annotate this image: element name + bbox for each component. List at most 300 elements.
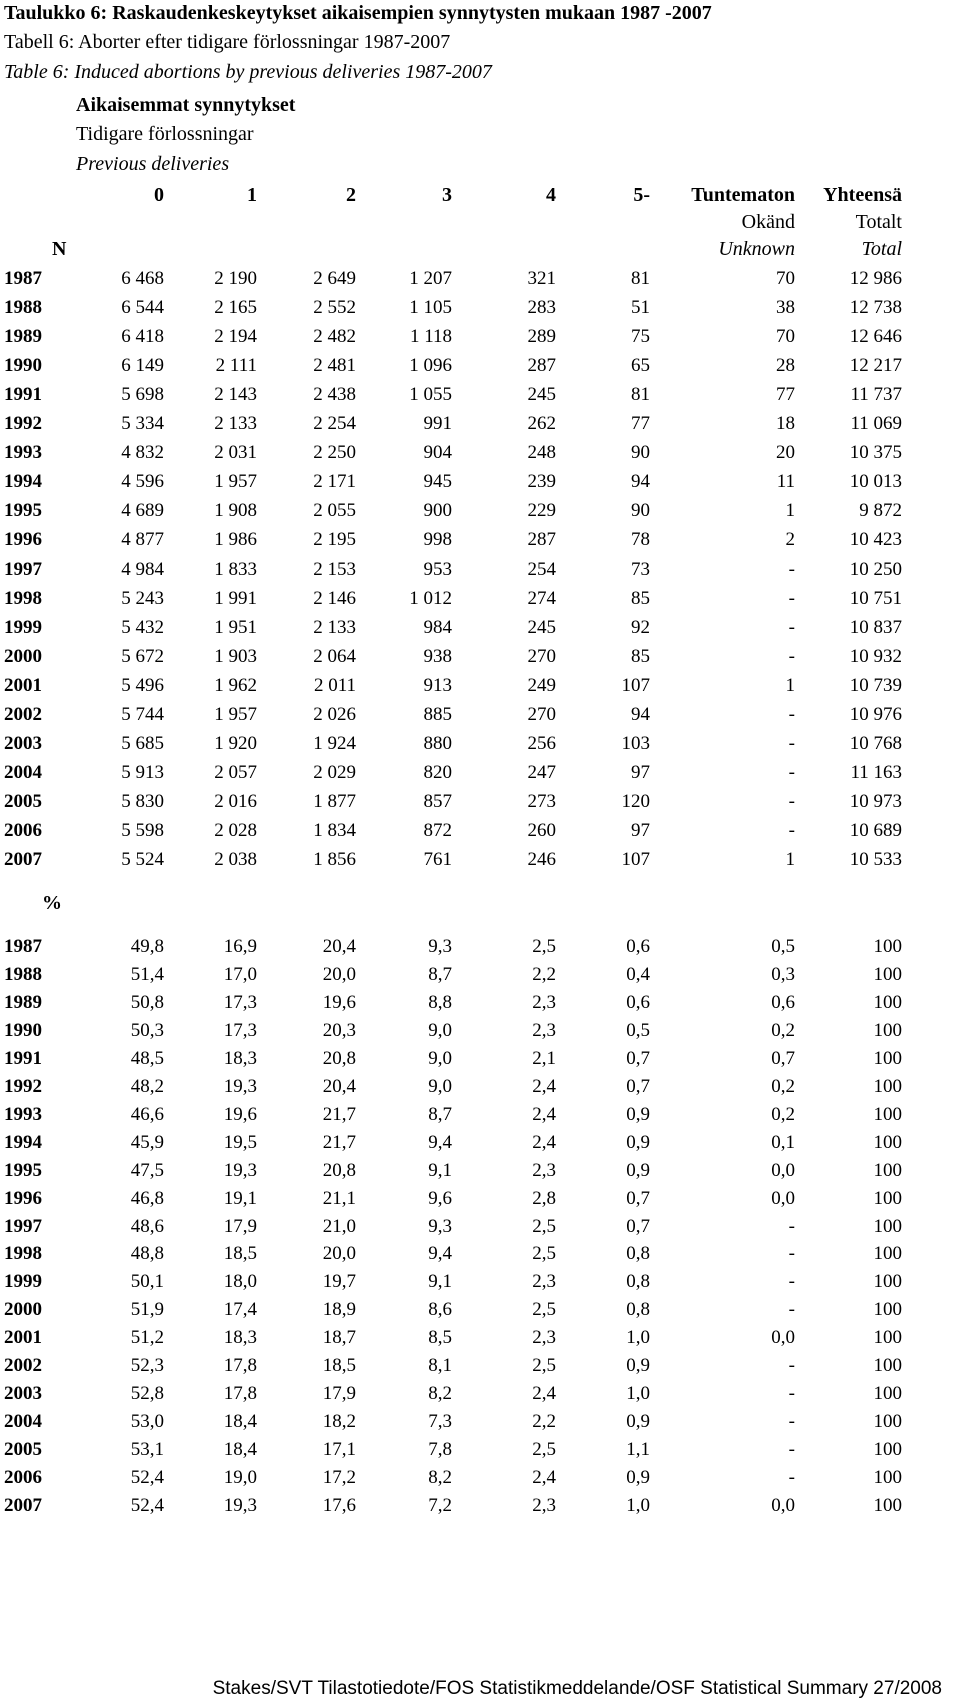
table-cell: 254 [527,558,556,580]
table-cell: 2 254 [313,413,356,435]
table-cell: 273 [527,790,556,812]
table-cell: 2 146 [313,587,356,609]
table-cell: 998 [423,529,452,551]
table-cell: 1 877 [313,790,356,812]
table-cell: 2,3 [532,1019,556,1041]
table-cell: 0,9 [626,1355,650,1377]
table-title-en: Table 6: Induced abortions by previous deliveries 1987-2007 [4,61,492,83]
row-year: 1994 [4,471,42,493]
row-year: 1989 [4,991,42,1013]
table-cell: 2 133 [214,413,257,435]
table-cell: 17,3 [223,1019,257,1041]
row-year: 1987 [4,268,42,289]
table-row [0,1104,960,1134]
table-cell: 283 [527,297,556,319]
table-row [0,1188,960,1218]
table-cell: 10 250 [849,558,902,580]
table-cell: 9,0 [428,1019,452,1041]
table-cell: 1 920 [214,732,257,754]
table-cell: 50,3 [130,1019,164,1041]
table-cell: 0,9 [626,1103,650,1125]
table-cell: 9,0 [428,1075,452,1097]
table-cell: 19,6 [322,991,356,1013]
table-cell: 2,5 [532,1243,556,1265]
table-cell: 11 [776,471,795,493]
table-cell: 46,6 [130,1103,164,1125]
table-cell: 0,3 [771,963,795,985]
table-cell: 78 [631,529,650,551]
table-cell: 1 207 [409,268,452,289]
table-cell: 97 [631,761,650,783]
table-cell: 2 038 [214,849,257,870]
table-cell: 1 012 [409,587,452,609]
table-row [0,297,960,327]
table-cell: 5 830 [121,790,164,812]
table-cell: 2 438 [313,384,356,406]
table-cell: 10 751 [849,587,902,609]
row-year: 2000 [4,1299,42,1321]
table-cell: 5 524 [121,849,164,870]
table-cell: 8,6 [428,1299,452,1321]
table-cell: 2 481 [313,355,356,377]
table-row [0,1355,960,1385]
table-cell: 1 118 [409,326,452,348]
row-year: 1992 [4,413,42,435]
table-cell: 1 957 [214,703,257,725]
table-cell: 1 [785,849,795,870]
table-cell: 8,8 [428,991,452,1013]
table-cell: 100 [873,1383,902,1405]
table-cell: 9,0 [428,1047,452,1069]
table-cell: 120 [621,790,650,812]
table-cell: 6 418 [121,326,164,348]
table-cell: 5 496 [121,674,164,696]
table-cell: 100 [873,1019,902,1041]
row-year: 1987 [4,936,42,957]
table-cell: 246 [527,849,556,870]
table-cell: 0,7 [626,1215,650,1237]
table-cell: 19,5 [223,1131,257,1153]
table-cell: 11 069 [850,413,902,435]
table-row [0,992,960,1022]
table-cell: 20 [776,442,795,464]
row-year: 1999 [4,1271,42,1293]
table-cell: 1,0 [626,1383,650,1405]
table-cell: 761 [423,849,452,870]
table-cell: 2,5 [532,1299,556,1321]
table-cell: 10 689 [849,819,902,841]
row-year: 1998 [4,1243,42,1265]
column-header-3: 3 [442,184,452,206]
table-cell: - [788,732,795,754]
table-cell: 20,8 [322,1047,356,1069]
table-row [0,500,960,530]
table-cell: 100 [873,1467,902,1489]
row-year: 2007 [4,849,42,870]
table-cell: 2 029 [313,761,356,783]
table-cell: 16,9 [223,936,257,957]
table-cell: 8,7 [428,963,452,985]
table-cell: 2,4 [532,1467,556,1489]
row-year: 1993 [4,442,42,464]
table-cell: 1 834 [313,819,356,841]
table-cell: 0,9 [626,1411,650,1433]
table-cell: 21,7 [322,1131,356,1153]
table-cell: 2,5 [532,1439,556,1461]
table-cell: 2 171 [313,471,356,493]
table-cell: 1 [785,674,795,696]
row-year: 2004 [4,761,42,783]
table-cell: 0,8 [626,1243,650,1265]
table-cell: 18,2 [322,1411,356,1433]
table-cell: 256 [527,732,556,754]
table-cell: 17,1 [322,1439,356,1461]
group-header-sv: Tidigare förlossningar [76,123,254,145]
table-cell: 2,5 [532,936,556,957]
table-cell: 2 011 [313,674,356,696]
table-cell: 229 [527,500,556,522]
table-cell: - [788,645,795,667]
table-cell: - [788,790,795,812]
table-cell: 28 [776,355,795,377]
table-cell: 10 976 [849,703,902,725]
table-cell: 0,0 [771,1495,795,1516]
table-cell: 248 [527,442,556,464]
table-cell: 100 [873,963,902,985]
table-cell: 2 153 [313,558,356,580]
row-year: 1996 [4,1187,42,1209]
row-year: 1989 [4,326,42,348]
table-cell: - [788,819,795,841]
table-cell: 2 016 [214,790,257,812]
group-header-en: Previous deliveries [76,153,230,175]
table-cell: 2,3 [532,1159,556,1181]
section-label-n: N [52,238,67,260]
column-header-4: 4 [546,184,556,206]
table-cell: 1 055 [409,384,452,406]
table-cell: 945 [423,471,452,493]
table-cell: 100 [873,1243,902,1265]
row-year: 2006 [4,819,42,841]
table-cell: 38 [776,297,795,319]
table-cell: 9,4 [428,1131,452,1153]
table-cell: 2 482 [313,326,356,348]
table-cell: 9,1 [428,1159,452,1181]
table-cell: 2,5 [532,1355,556,1377]
table-title-fi: Taulukko 6: Raskaudenkeskeytykset aikaisempien synnytysten mukaan 1987 -2007 [4,2,712,24]
column-header-1: 1 [247,184,257,206]
table-row [0,384,960,414]
table-cell: 11 163 [850,761,902,783]
table-cell: 1 908 [214,500,257,522]
table-row [0,704,960,734]
table-row [0,1076,960,1106]
table-cell: 17,8 [223,1355,257,1377]
row-year: 2004 [4,1411,42,1433]
table-cell: 7,2 [428,1495,452,1516]
table-cell: 100 [873,1355,902,1377]
table-cell: 17,8 [223,1383,257,1405]
table-cell: 0,2 [771,1103,795,1125]
table-row [0,1216,960,1246]
table-cell: 0,1 [771,1131,795,1153]
table-cell: - [788,1411,795,1433]
table-cell: 0,6 [626,936,650,957]
table-cell: 9,3 [428,1215,452,1237]
table-cell: 18,4 [223,1411,257,1433]
table-cell: 900 [423,500,452,522]
table-cell: 20,4 [322,936,356,957]
table-cell: 2 250 [313,442,356,464]
table-cell: 10 768 [849,732,902,754]
row-year: 1990 [4,1019,42,1041]
table-cell: 4 832 [121,442,164,464]
table-cell: 0,2 [771,1075,795,1097]
row-year: 1988 [4,963,42,985]
row-year: 1988 [4,297,42,319]
table-cell: 1,0 [626,1495,650,1516]
table-cell: 0,4 [626,963,650,985]
table-cell: 0,5 [771,936,795,957]
table-cell: 2,8 [532,1187,556,1209]
table-cell: 2,1 [532,1047,556,1069]
table-cell: 19,3 [223,1495,257,1516]
table-row [0,820,960,850]
table-cell: 4 596 [121,471,164,493]
table-cell: 81 [631,268,650,289]
table-cell: 12 646 [849,326,902,348]
table-cell: 247 [527,761,556,783]
table-cell: 2 064 [313,645,356,667]
table-cell: 100 [873,1327,902,1349]
table-cell: 18,7 [322,1327,356,1349]
table-row [0,1299,960,1329]
table-cell: 1,1 [626,1439,650,1461]
table-cell: 904 [423,442,452,464]
table-cell: 20,3 [322,1019,356,1041]
table-cell: 260 [527,819,556,841]
table-row [0,791,960,821]
table-cell: 100 [873,1411,902,1433]
column-header-unknown-fi: Tuntematon [691,184,795,206]
table-cell: 21,7 [322,1103,356,1125]
table-cell: 0,7 [771,1047,795,1069]
table-cell: 1 [785,500,795,522]
table-cell: 81 [631,384,650,406]
column-header-0: 0 [154,184,164,206]
table-cell: 5 744 [121,703,164,725]
table-cell: 8,7 [428,1103,452,1125]
table-cell: 4 689 [121,500,164,522]
table-cell: 2,3 [532,991,556,1013]
table-cell: 97 [631,819,650,841]
table-cell: - [788,761,795,783]
table-cell: 245 [527,384,556,406]
table-row [0,646,960,676]
table-cell: 18 [776,413,795,435]
table-row [0,326,960,356]
table-row [0,1383,960,1413]
column-header-5plus: 5- [633,184,650,206]
table-cell: 6 149 [121,355,164,377]
table-cell: 46,8 [130,1187,164,1209]
table-cell: 2 111 [215,355,257,377]
table-row [0,964,960,994]
table-cell: 20,0 [322,1243,356,1265]
table-cell: 12 738 [849,297,902,319]
table-cell: 20,4 [322,1075,356,1097]
row-year: 2005 [4,1439,42,1461]
row-year: 2005 [4,790,42,812]
table-row [0,1160,960,1190]
column-header-total-sv: Totalt [855,211,902,233]
table-cell: 18,3 [223,1327,257,1349]
table-cell: 17,4 [223,1299,257,1321]
table-cell: 107 [621,674,650,696]
table-cell: 92 [631,616,650,638]
table-cell: 77 [631,413,650,435]
table-cell: 0,0 [771,1187,795,1209]
table-cell: 20,0 [322,963,356,985]
table-cell: 880 [423,732,452,754]
footer-source: Stakes/SVT Tilastotiedote/FOS Statistikmeddelande/OSF Statistical Summary 27/2008 [212,1678,942,1699]
table-cell: 10 837 [849,616,902,638]
table-cell: 289 [527,326,556,348]
table-cell: - [788,1271,795,1293]
table-cell: 18,3 [223,1047,257,1069]
table-cell: 2 165 [214,297,257,319]
row-year: 2000 [4,645,42,667]
table-cell: 51,4 [130,963,164,985]
row-year: 1998 [4,587,42,609]
table-cell: 51 [631,297,650,319]
table-row [0,268,960,298]
table-cell: 0,0 [771,1159,795,1181]
row-year: 2006 [4,1467,42,1489]
table-cell: 85 [631,587,650,609]
table-cell: - [788,1439,795,1461]
table-cell: 2 194 [214,326,257,348]
row-year: 2003 [4,732,42,754]
table-cell: 0,7 [626,1187,650,1209]
row-year: 1994 [4,1131,42,1153]
table-cell: 100 [873,1159,902,1181]
table-cell: 100 [873,1131,902,1153]
table-cell: 0,8 [626,1299,650,1321]
table-cell: 953 [423,558,452,580]
table-cell: 2,4 [532,1131,556,1153]
table-row [0,413,960,443]
table-cell: 0,6 [626,991,650,1013]
table-cell: 52,8 [130,1383,164,1405]
table-cell: 18,5 [223,1243,257,1265]
table-cell: 2 026 [313,703,356,725]
table-cell: 19,3 [223,1159,257,1181]
section-label-percent: % [42,892,62,914]
table-cell: 0,9 [626,1131,650,1153]
row-year: 1995 [4,500,42,522]
table-row [0,849,960,879]
table-cell: 249 [527,674,556,696]
table-cell: 100 [873,936,902,957]
table-cell: 100 [873,1187,902,1209]
table-cell: 274 [527,587,556,609]
table-cell: 103 [621,732,650,754]
table-cell: 47,5 [130,1159,164,1181]
table-cell: 1 991 [214,587,257,609]
table-cell: 100 [873,1439,902,1461]
column-header-total-fi: Yhteensä [823,184,902,206]
table-cell: 0,2 [771,1019,795,1041]
table-cell: 5 913 [121,761,164,783]
table-cell: 2 057 [214,761,257,783]
table-cell: 17,9 [322,1383,356,1405]
table-cell: 938 [423,645,452,667]
row-year: 2007 [4,1495,42,1516]
row-year: 2001 [4,1327,42,1349]
table-cell: 1 986 [214,529,257,551]
table-cell: 2 552 [313,297,356,319]
table-cell: 19,7 [322,1271,356,1293]
row-year: 2002 [4,703,42,725]
table-cell: 12 986 [849,268,902,289]
table-cell: 2,3 [532,1495,556,1516]
table-cell: 19,3 [223,1075,257,1097]
table-cell: 2 055 [313,500,356,522]
table-cell: 1 856 [313,849,356,870]
table-cell: 100 [873,991,902,1013]
table-cell: 1 833 [214,558,257,580]
table-cell: 321 [527,268,556,289]
row-year: 2002 [4,1355,42,1377]
table-cell: 17,3 [223,991,257,1013]
table-cell: 18,5 [322,1355,356,1377]
table-cell: 2 143 [214,384,257,406]
table-row [0,355,960,385]
table-cell: 17,2 [322,1467,356,1489]
table-cell: 50,1 [130,1271,164,1293]
group-header-fi: Aikaisemmat synnytykset [76,94,296,116]
table-cell: 10 013 [849,471,902,493]
table-row [0,1327,960,1357]
table-cell: 17,6 [322,1495,356,1516]
table-cell: 100 [873,1047,902,1069]
table-cell: 5 685 [121,732,164,754]
table-cell: 2,3 [532,1271,556,1293]
row-year: 2003 [4,1383,42,1405]
table-row [0,1048,960,1078]
table-cell: 2,4 [532,1103,556,1125]
row-year: 1995 [4,1159,42,1181]
table-cell: 2 [785,529,795,551]
table-cell: - [788,616,795,638]
table-row [0,762,960,792]
table-cell: 2,5 [532,1215,556,1237]
table-cell: 52,4 [130,1467,164,1489]
row-year: 1997 [4,558,42,580]
row-year: 1996 [4,529,42,551]
table-cell: 913 [423,674,452,696]
table-cell: 0,9 [626,1159,650,1181]
table-row [0,1467,960,1497]
table-cell: 107 [621,849,650,870]
table-cell: 2 649 [313,268,356,289]
table-cell: 2,4 [532,1075,556,1097]
table-row [0,733,960,763]
table-cell: 1 924 [313,732,356,754]
table-cell: 10 932 [849,645,902,667]
table-cell: 1 903 [214,645,257,667]
